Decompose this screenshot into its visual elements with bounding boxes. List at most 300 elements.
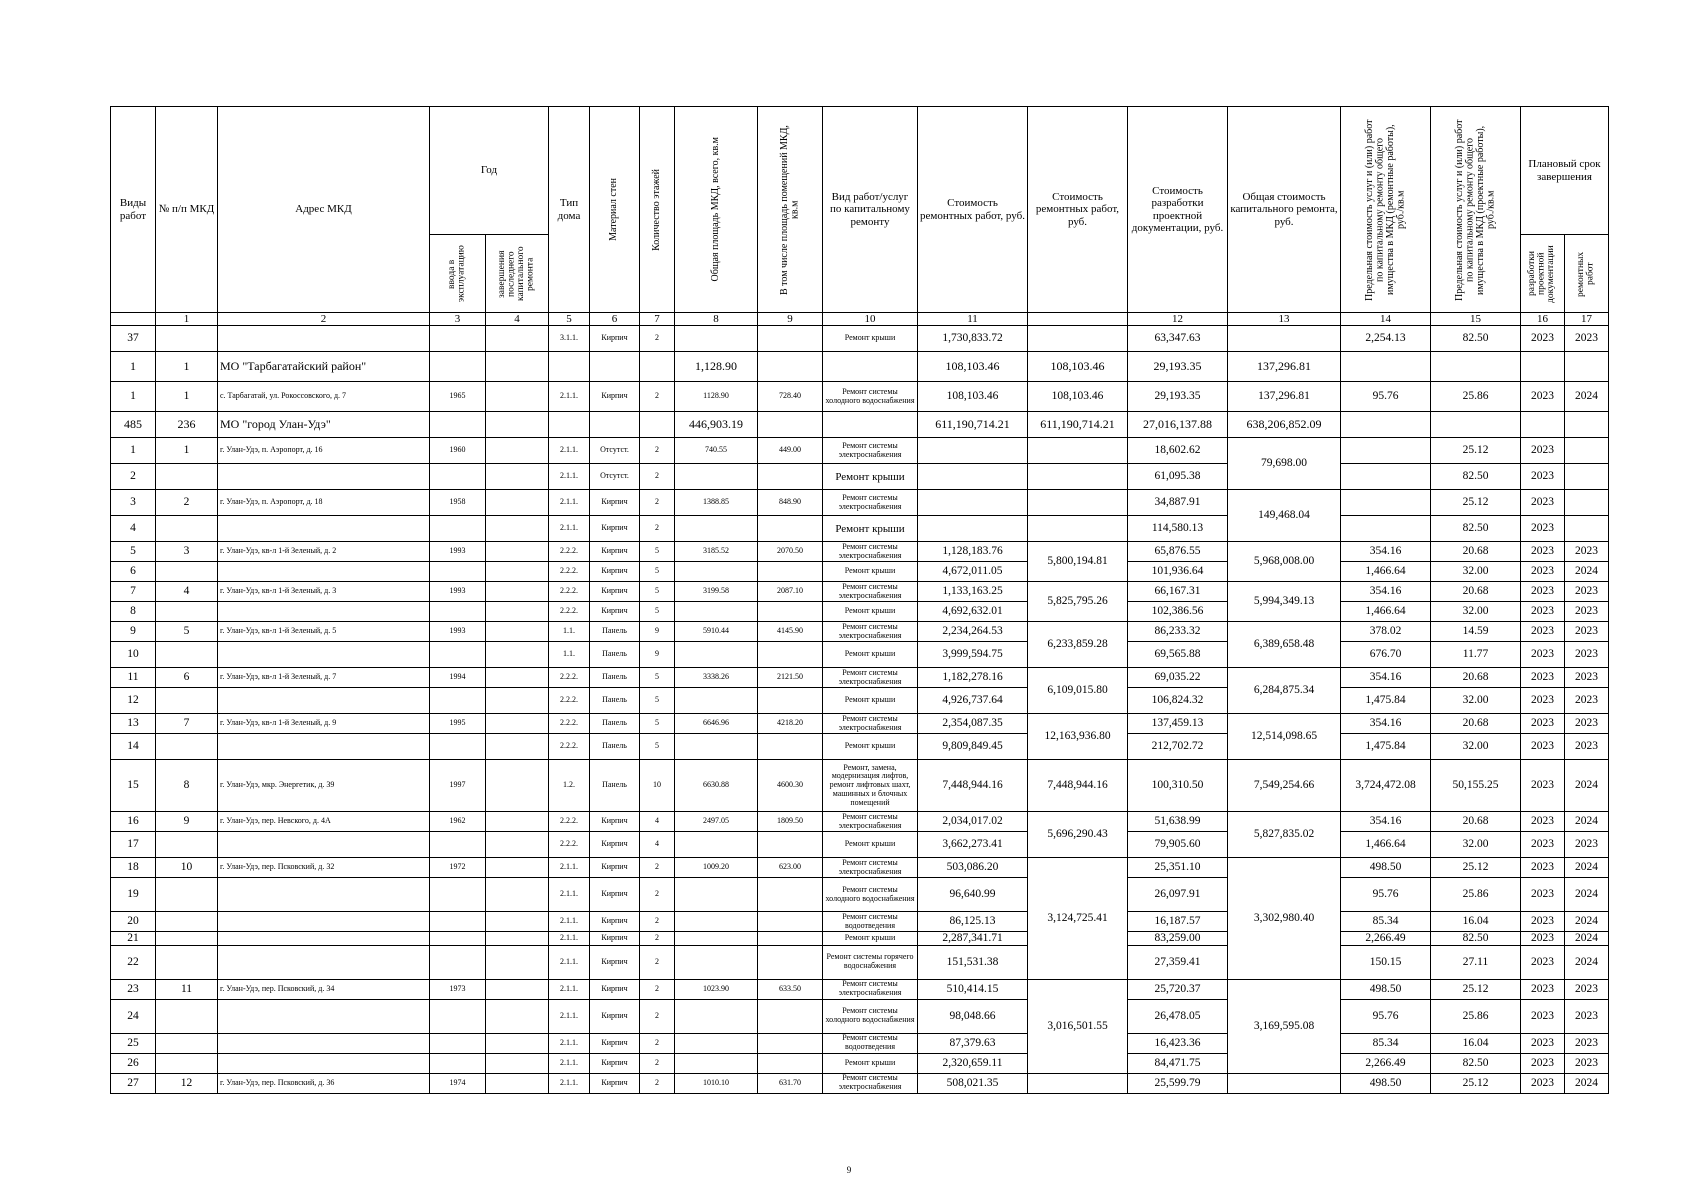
limit-design-cost: 16.04 (1431, 912, 1521, 932)
col-num: 11 (918, 313, 1028, 326)
floors: 2 (640, 878, 675, 912)
limit-repair-cost: 354.16 (1341, 714, 1431, 734)
limit-repair-cost: 85.34 (1341, 1033, 1431, 1053)
limit-design-cost: 25.86 (1431, 999, 1521, 1033)
mkd-number (156, 516, 218, 542)
limit-design-cost: 14.59 (1431, 622, 1521, 642)
year-commissioning (430, 1053, 486, 1073)
mkd-address (218, 932, 430, 946)
year-last-repair (486, 714, 549, 734)
total-area (675, 602, 758, 622)
header-address: Адрес МКД (218, 107, 430, 313)
premises-area (758, 832, 823, 858)
municipality-name: МО "Тарбагатайский район" (218, 352, 430, 382)
col-num: 2 (218, 313, 430, 326)
total-area (675, 464, 758, 490)
house-type: 2.2.2. (549, 688, 590, 714)
term-repair: 2023 (1565, 734, 1609, 760)
mkd-address (218, 945, 430, 979)
row-number: 4 (111, 516, 156, 542)
mkd-address (218, 734, 430, 760)
year-commissioning (430, 516, 486, 542)
mkd-number: 6 (156, 668, 218, 688)
header-work-kind: Вид работ/услуг по капитальному ремонту (823, 107, 918, 313)
house-type: 2.2.2. (549, 582, 590, 602)
limit-design-cost: 20.68 (1431, 812, 1521, 832)
term-design: 2023 (1521, 464, 1565, 490)
year-last-repair (486, 352, 549, 382)
year-last-repair (486, 464, 549, 490)
repair-cost: 510,414.15 (918, 979, 1028, 999)
mkd-address (218, 688, 430, 714)
term-design: 2023 (1521, 912, 1565, 932)
wall-material: Кирпич (590, 1033, 640, 1053)
limit-design-cost: 20.68 (1431, 668, 1521, 688)
year-commissioning: 1973 (430, 979, 486, 999)
year-last-repair (486, 602, 549, 622)
term-design: 2023 (1521, 490, 1565, 516)
mkd-number (156, 642, 218, 668)
row-number: 7 (111, 582, 156, 602)
col-num: 5 (549, 313, 590, 326)
limit-repair-cost: 676.70 (1341, 642, 1431, 668)
floors: 5 (640, 542, 675, 562)
repair-cost-sum (1028, 1073, 1128, 1093)
mkd-address (218, 878, 430, 912)
mkd-number (156, 999, 218, 1033)
design-cost: 29,193.35 (1128, 382, 1228, 412)
term-repair (1565, 464, 1609, 490)
premises-area (758, 1033, 823, 1053)
term-design: 2023 (1521, 668, 1565, 688)
mkd-number: 5 (156, 622, 218, 642)
design-cost: 27,359.41 (1128, 945, 1228, 979)
term-design: 2023 (1521, 979, 1565, 999)
year-commissioning: 1965 (430, 382, 486, 412)
wall-material: Панель (590, 668, 640, 688)
limit-design-cost: 25.86 (1431, 878, 1521, 912)
term-repair (1565, 516, 1609, 542)
term-repair: 2024 (1565, 812, 1609, 832)
year-last-repair (486, 562, 549, 582)
total-area (675, 945, 758, 979)
house-type: 2.2.2. (549, 602, 590, 622)
house-type: 2.1.1. (549, 945, 590, 979)
mkd-number (156, 562, 218, 582)
term-design: 2023 (1521, 999, 1565, 1033)
mkd-number (156, 464, 218, 490)
design-cost: 86,233.32 (1128, 622, 1228, 642)
term-design: 2023 (1521, 642, 1565, 668)
row-number: 1 (111, 438, 156, 464)
work-kind: Ремонт системы электроснабжения (823, 622, 918, 642)
limit-design-cost: 50,155.25 (1431, 760, 1521, 812)
total-area: 2497.05 (675, 812, 758, 832)
floors: 2 (640, 912, 675, 932)
table-row (111, 1053, 1609, 1073)
premises-area: 4145.90 (758, 622, 823, 642)
mkd-number (156, 326, 218, 352)
year-last-repair (486, 945, 549, 979)
work-kind: Ремонт системы холодного водоснабжения (823, 878, 918, 912)
header-mkd-number: № п/п МКД (156, 107, 218, 313)
row-number: 10 (111, 642, 156, 668)
total-area: 1128.90 (675, 382, 758, 412)
limit-repair-cost (1341, 516, 1431, 542)
repair-cost: 2,354,087.35 (918, 714, 1028, 734)
limit-design-cost: 32.00 (1431, 734, 1521, 760)
mkd-number: 2 (156, 490, 218, 516)
year-commissioning: 1958 (430, 490, 486, 516)
work-kind: Ремонт системы холодного водоснабжения (823, 382, 918, 412)
term-design: 2023 (1521, 326, 1565, 352)
wall-material: Кирпич (590, 490, 640, 516)
term-design: 2023 (1521, 438, 1565, 464)
mkd-address: г. Улан-Удэ, мкр. Энергетик, д. 39 (218, 760, 430, 812)
year-last-repair (486, 1073, 549, 1093)
term-repair: 2023 (1565, 1033, 1609, 1053)
mkd-address: г. Улан-Удэ, п. Аэропорт, д. 18 (218, 490, 430, 516)
row-number: 21 (111, 932, 156, 946)
limit-design-cost: 25.12 (1431, 979, 1521, 999)
repair-cost-sum: 611,190,714.21 (1028, 412, 1128, 438)
header-term-repair (1565, 235, 1609, 313)
repair-cost-sum (1028, 464, 1128, 490)
table-row (111, 642, 1609, 668)
header-wall-material-text: Материал стен (608, 178, 620, 241)
header-limit-design (1431, 107, 1521, 313)
term-repair: 2024 (1565, 858, 1609, 878)
year-commissioning: 1962 (430, 812, 486, 832)
house-type: 2.1.1. (549, 438, 590, 464)
col-num-blank (1028, 313, 1128, 326)
house-type: 2.2.2. (549, 812, 590, 832)
wall-material: Панель (590, 688, 640, 714)
term-design: 2023 (1521, 562, 1565, 582)
repair-cost: 1,133,163.25 (918, 582, 1028, 602)
year-last-repair (486, 760, 549, 812)
work-kind: Ремонт крыши (823, 1053, 918, 1073)
row-number: 17 (111, 832, 156, 858)
wall-material: Кирпич (590, 999, 640, 1033)
house-type: 2.1.1. (549, 1073, 590, 1093)
limit-design-cost: 32.00 (1431, 562, 1521, 582)
year-commissioning: 1972 (430, 858, 486, 878)
wall-material: Кирпич (590, 858, 640, 878)
header-total-cost: Общая стоимость капитального ремонта, руб. (1228, 107, 1341, 313)
mkd-number: 10 (156, 858, 218, 878)
repair-cost-sum: 6,233,859.28 (1028, 622, 1128, 668)
repair-cost: 151,531.38 (918, 945, 1028, 979)
capital-repair-table (110, 106, 1609, 1094)
repair-cost-sum: 5,696,290.43 (1028, 812, 1128, 858)
term-repair: 2023 (1565, 602, 1609, 622)
table-row (111, 858, 1609, 878)
house-type: 2.1.1. (549, 464, 590, 490)
repair-cost: 4,692,632.01 (918, 602, 1028, 622)
premises-area (758, 326, 823, 352)
year-commissioning (430, 999, 486, 1033)
column-number-row (111, 313, 1609, 326)
mkd-number: 236 (156, 412, 218, 438)
table-row (111, 622, 1609, 642)
house-type: 2.1.1. (549, 1033, 590, 1053)
mkd-address: г. Улан-Удэ, п. Аэропорт, д. 16 (218, 438, 430, 464)
total-cost: 5,827,835.02 (1228, 812, 1341, 858)
wall-material: Кирпич (590, 1073, 640, 1093)
total-area: 1,128.90 (675, 352, 758, 382)
table-row (111, 812, 1609, 832)
total-cost: 6,284,875.34 (1228, 668, 1341, 714)
term-design: 2023 (1521, 734, 1565, 760)
term-design: 2023 (1521, 1033, 1565, 1053)
col-num: 13 (1228, 313, 1341, 326)
total-area: 5910.44 (675, 622, 758, 642)
total-cost: 3,302,980.40 (1228, 858, 1341, 980)
row-number: 22 (111, 945, 156, 979)
table-row (111, 562, 1609, 582)
header-floors (640, 107, 675, 313)
design-cost: 102,386.56 (1128, 602, 1228, 622)
col-num: 7 (640, 313, 675, 326)
mkd-number (156, 912, 218, 932)
total-area: 3338.26 (675, 668, 758, 688)
limit-repair-cost: 95.76 (1341, 878, 1431, 912)
repair-cost: 508,021.35 (918, 1073, 1028, 1093)
limit-design-cost: 20.68 (1431, 582, 1521, 602)
year-last-repair (486, 1033, 549, 1053)
limit-design-cost: 25.12 (1431, 490, 1521, 516)
premises-area (758, 412, 823, 438)
wall-material: Панель (590, 714, 640, 734)
work-kind: Ремонт, замена, модернизация лифтов, ремонт лифтовых шахт, машинных и блочных помещений (823, 760, 918, 812)
design-cost: 26,478.05 (1128, 999, 1228, 1033)
total-area (675, 832, 758, 858)
design-cost: 51,638.99 (1128, 812, 1228, 832)
design-cost: 69,035.22 (1128, 668, 1228, 688)
term-design: 2023 (1521, 1053, 1565, 1073)
design-cost: 101,936.64 (1128, 562, 1228, 582)
floors: 2 (640, 858, 675, 878)
header-limit-design-text: Предельная стоимость услуг и (или) работ по капитальному ремонту общего имущества в МКД (проектные работы), руб./кв.м (1453, 118, 1496, 301)
premises-area: 2087.10 (758, 582, 823, 602)
house-type (549, 352, 590, 382)
wall-material: Панель (590, 760, 640, 812)
row-number: 24 (111, 999, 156, 1033)
limit-repair-cost: 2,266.49 (1341, 932, 1431, 946)
year-last-repair (486, 582, 549, 602)
premises-area: 631.70 (758, 1073, 823, 1093)
floors: 2 (640, 326, 675, 352)
limit-design-cost: 27.11 (1431, 945, 1521, 979)
repair-cost: 9,809,849.45 (918, 734, 1028, 760)
municipality-name: МО "город Улан-Удэ" (218, 412, 430, 438)
year-last-repair (486, 832, 549, 858)
floors: 2 (640, 1073, 675, 1093)
header-year: Год (430, 107, 549, 235)
table-row (111, 516, 1609, 542)
repair-cost: 1,730,833.72 (918, 326, 1028, 352)
premises-area (758, 642, 823, 668)
total-cost: 149,468.04 (1228, 490, 1341, 542)
row-number: 485 (111, 412, 156, 438)
mkd-address (218, 912, 430, 932)
summary-row (111, 412, 1609, 438)
repair-cost: 96,640.99 (918, 878, 1028, 912)
design-cost: 66,167.31 (1128, 582, 1228, 602)
header-term-repair-text: ремонтных работ (1576, 250, 1596, 297)
design-cost: 25,351.10 (1128, 858, 1228, 878)
premises-area (758, 562, 823, 582)
year-commissioning (430, 945, 486, 979)
row-number: 12 (111, 688, 156, 714)
header-term-design (1521, 235, 1565, 313)
header-year-commissioning (430, 235, 486, 313)
limit-repair-cost: 95.76 (1341, 382, 1431, 412)
table-row (111, 999, 1609, 1033)
limit-design-cost: 82.50 (1431, 1053, 1521, 1073)
table-row (111, 878, 1609, 912)
year-last-repair (486, 979, 549, 999)
premises-area (758, 352, 823, 382)
term-repair (1565, 490, 1609, 516)
year-commissioning: 1993 (430, 542, 486, 562)
mkd-address: г. Улан-Удэ, кв-л 1-й Зеленый, д. 2 (218, 542, 430, 562)
floors: 5 (640, 714, 675, 734)
limit-design-cost: 20.68 (1431, 714, 1521, 734)
year-commissioning (430, 734, 486, 760)
term-repair: 2024 (1565, 562, 1609, 582)
floors: 2 (640, 1053, 675, 1073)
work-kind: Ремонт системы электроснабжения (823, 490, 918, 516)
total-cost: 5,968,008.00 (1228, 542, 1341, 582)
limit-design-cost (1431, 412, 1521, 438)
limit-design-cost: 25.12 (1431, 858, 1521, 878)
header-limit-repair-text: Предельная стоимость услуг и (или) работ по капитальному ремонту общего имущества в МКД (ремонтные работы), руб./кв.м (1363, 118, 1406, 301)
repair-cost-sum (1028, 438, 1128, 464)
premises-area: 728.40 (758, 382, 823, 412)
mkd-number (156, 1033, 218, 1053)
year-last-repair (486, 688, 549, 714)
work-kind: Ремонт системы электроснабжения (823, 668, 918, 688)
wall-material: Отсутст. (590, 464, 640, 490)
term-repair: 2024 (1565, 878, 1609, 912)
limit-repair-cost: 498.50 (1341, 1073, 1431, 1093)
table-row (111, 912, 1609, 932)
term-repair: 2023 (1565, 1053, 1609, 1073)
design-cost: 27,016,137.88 (1128, 412, 1228, 438)
total-area: 740.55 (675, 438, 758, 464)
col-num: 16 (1521, 313, 1565, 326)
limit-design-cost: 82.50 (1431, 932, 1521, 946)
floors (640, 412, 675, 438)
row-number: 3 (111, 490, 156, 516)
total-area: 1010.10 (675, 1073, 758, 1093)
col-num: 3 (430, 313, 486, 326)
floors: 9 (640, 622, 675, 642)
work-kind: Ремонт крыши (823, 642, 918, 668)
mkd-address: г. Улан-Удэ, кв-л 1-й Зеленый, д. 3 (218, 582, 430, 602)
row-number: 14 (111, 734, 156, 760)
total-area: 6630.88 (675, 760, 758, 812)
header-year-last-repair-text: завершения последнего капитального ремонта (497, 246, 536, 301)
mkd-address (218, 516, 430, 542)
row-number: 16 (111, 812, 156, 832)
total-cost: 638,206,852.09 (1228, 412, 1341, 438)
mkd-number (156, 832, 218, 858)
term-repair: 2023 (1565, 979, 1609, 999)
wall-material: Кирпич (590, 582, 640, 602)
wall-material: Панель (590, 622, 640, 642)
limit-repair-cost: 1,466.64 (1341, 832, 1431, 858)
limit-repair-cost: 354.16 (1341, 668, 1431, 688)
limit-repair-cost: 1,475.84 (1341, 734, 1431, 760)
repair-cost-sum: 6,109,015.80 (1028, 668, 1128, 714)
term-design: 2023 (1521, 945, 1565, 979)
term-repair: 2024 (1565, 1073, 1609, 1093)
premises-area (758, 602, 823, 622)
limit-repair-cost (1341, 490, 1431, 516)
premises-area (758, 999, 823, 1033)
row-number: 27 (111, 1073, 156, 1093)
col-num: 1 (156, 313, 218, 326)
total-area (675, 878, 758, 912)
table-row (111, 688, 1609, 714)
term-design: 2023 (1521, 1073, 1565, 1093)
row-number: 1 (111, 382, 156, 412)
year-last-repair (486, 490, 549, 516)
floors: 2 (640, 382, 675, 412)
term-design: 2023 (1521, 582, 1565, 602)
total-cost: 7,549,254.66 (1228, 760, 1341, 812)
total-area (675, 1033, 758, 1053)
col-num: 9 (758, 313, 823, 326)
term-design: 2023 (1521, 688, 1565, 714)
table-row (111, 582, 1609, 602)
summary-row (111, 352, 1609, 382)
repair-cost-sum: 108,103.46 (1028, 382, 1128, 412)
design-cost: 84,471.75 (1128, 1053, 1228, 1073)
limit-repair-cost: 498.50 (1341, 979, 1431, 999)
term-design: 2023 (1521, 382, 1565, 412)
wall-material: Кирпич (590, 979, 640, 999)
floors: 5 (640, 562, 675, 582)
table-row (111, 382, 1609, 412)
year-commissioning (430, 878, 486, 912)
table-row (111, 326, 1609, 352)
design-cost: 83,259.00 (1128, 932, 1228, 946)
design-cost: 18,602.62 (1128, 438, 1228, 464)
floors: 5 (640, 602, 675, 622)
year-last-repair (486, 812, 549, 832)
year-commissioning: 1993 (430, 582, 486, 602)
limit-design-cost: 25.12 (1431, 438, 1521, 464)
premises-area: 1809.50 (758, 812, 823, 832)
row-number: 20 (111, 912, 156, 932)
total-area (675, 734, 758, 760)
mkd-address (218, 642, 430, 668)
table-row (111, 932, 1609, 946)
limit-design-cost: 82.50 (1431, 464, 1521, 490)
mkd-number: 8 (156, 760, 218, 812)
mkd-number (156, 1053, 218, 1073)
work-kind: Ремонт крыши (823, 932, 918, 946)
mkd-address (218, 999, 430, 1033)
col-num: 4 (486, 313, 549, 326)
limit-design-cost: 20.68 (1431, 542, 1521, 562)
repair-cost: 2,287,341.71 (918, 932, 1028, 946)
header-repair-cost: Стоимость ремонтных работ, руб. (918, 107, 1028, 313)
